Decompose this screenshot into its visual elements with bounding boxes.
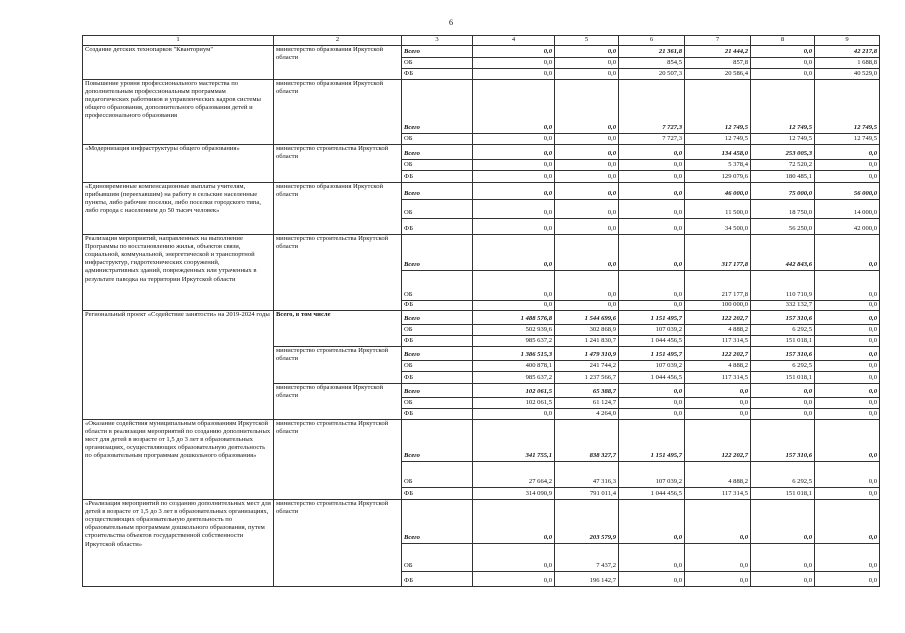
- amount-cell: 0,0: [473, 499, 555, 543]
- amount-cell: 0,0: [473, 144, 555, 159]
- amount-cell: 0,0: [815, 300, 880, 310]
- amount-cell: 122 202,7: [685, 310, 751, 324]
- amount-cell: 0,0: [685, 571, 751, 586]
- amount-cell: 854,5: [619, 57, 685, 68]
- responsible-executor: министерство образования Иркутской области: [274, 79, 402, 144]
- amount-cell: 0,0: [751, 499, 815, 543]
- amount-cell: 157 310,6: [751, 419, 815, 461]
- amount-cell: 0,0: [473, 79, 555, 133]
- amount-cell: 7 437,2: [555, 543, 619, 571]
- amount-cell: 0,0: [619, 182, 685, 199]
- activity-name: «Реализация мероприятий по созданию дополнительных мест для детей в возрасте от 1,5 до 3 лет в образовательных организациях, осуществляющих образовательную деятельность по образовательным программам дошкольного образования, путем строительства объектов государственной собственности Иркутской области»: [83, 499, 274, 586]
- amount-cell: 1 044 456,5: [619, 335, 685, 346]
- amount-cell: 0,0: [555, 79, 619, 133]
- amount-cell: 0,0: [619, 234, 685, 270]
- amount-cell: 4 888,2: [685, 324, 751, 335]
- amount-cell: 0,0: [815, 408, 880, 419]
- amount-cell: 11 500,0: [685, 199, 751, 218]
- table-row: [83, 310, 880, 324]
- amount-cell: 0,0: [473, 234, 555, 270]
- responsible-executor: министерство строительства Иркутской области: [274, 346, 402, 383]
- amount-cell: 7 727,3: [619, 79, 685, 133]
- table-row: [83, 419, 880, 461]
- amount-cell: 0,0: [751, 383, 815, 397]
- amount-cell: 0,0: [473, 133, 555, 144]
- amount-cell: 0,0: [619, 218, 685, 234]
- amount-cell: 157 310,6: [751, 346, 815, 360]
- amount-cell: 0,0: [473, 199, 555, 218]
- amount-cell: 0,0: [815, 419, 880, 461]
- amount-cell: 1 488 576,8: [473, 310, 555, 324]
- amount-cell: 110 710,9: [751, 270, 815, 300]
- amount-cell: 217 177,8: [685, 270, 751, 300]
- amount-cell: 0,0: [751, 408, 815, 419]
- funding-source: Всего: [402, 310, 473, 324]
- amount-cell: 0,0: [555, 159, 619, 170]
- amount-cell: 0,0: [815, 310, 880, 324]
- amount-cell: 0,0: [751, 45, 815, 57]
- amount-cell: 129 079,6: [685, 170, 751, 182]
- amount-cell: 0,0: [751, 397, 815, 408]
- amount-cell: 0,0: [815, 335, 880, 346]
- amount-cell: 0,0: [619, 270, 685, 300]
- funding-source: ОБ: [402, 397, 473, 408]
- amount-cell: 0,0: [619, 159, 685, 170]
- amount-cell: 134 458,0: [685, 144, 751, 159]
- amount-cell: 107 039,2: [619, 360, 685, 371]
- amount-cell: 117 314,5: [685, 487, 751, 499]
- funding-source: ОБ: [402, 360, 473, 371]
- funding-source: ОБ: [402, 57, 473, 68]
- amount-cell: 0,0: [555, 68, 619, 79]
- amount-cell: 1 544 699,6: [555, 310, 619, 324]
- amount-cell: 0,0: [473, 57, 555, 68]
- amount-cell: 102 061,5: [473, 383, 555, 397]
- funding-source: ФБ: [402, 371, 473, 383]
- column-header: 2: [274, 36, 402, 46]
- amount-cell: 0,0: [555, 270, 619, 300]
- funding-source: ОБ: [402, 461, 473, 487]
- amount-cell: 985 637,2: [473, 371, 555, 383]
- amount-cell: 0,0: [815, 346, 880, 360]
- amount-cell: 0,0: [619, 543, 685, 571]
- amount-cell: 1 151 495,7: [619, 310, 685, 324]
- amount-cell: 0,0: [473, 68, 555, 79]
- amount-cell: 65 388,7: [555, 383, 619, 397]
- activity-name: Реализация мероприятий, направленных на выполнение Программы по восстановлению жилья, объектов связи, социальной, коммунальной, энергетической и транспортной инфраструктур, гидротехнических сооружений, административных зданий, поврежденных или утраченных в результате паводка на территории Иркутской области: [83, 234, 274, 310]
- amount-cell: 1 151 495,7: [619, 419, 685, 461]
- amount-cell: 100 000,0: [685, 300, 751, 310]
- column-header: 7: [685, 36, 751, 46]
- funding-source: ФБ: [402, 571, 473, 586]
- amount-cell: 46 000,0: [685, 182, 751, 199]
- amount-cell: 0,0: [555, 199, 619, 218]
- amount-cell: 107 039,2: [619, 461, 685, 487]
- amount-cell: 42 217,8: [815, 45, 880, 57]
- amount-cell: 0,0: [815, 234, 880, 270]
- amount-cell: 6 292,5: [751, 360, 815, 371]
- amount-cell: 0,0: [619, 170, 685, 182]
- budget-table: [82, 35, 880, 587]
- amount-cell: 442 843,6: [751, 234, 815, 270]
- responsible-executor: министерство строительства Иркутской области: [274, 499, 402, 586]
- amount-cell: 14 000,0: [815, 199, 880, 218]
- activity-name: «Оказание содействия муниципальным образованиям Иркутской области в реализации мероприятий по созданию дополнительных мест для детей в возрасте от 1,5 до 3 лет в образовательных организациях, осуществляющих образовательную деятельность по образовательным программам дошкольного образования»: [83, 419, 274, 499]
- funding-source: Всего: [402, 79, 473, 133]
- amount-cell: 0,0: [619, 144, 685, 159]
- amount-cell: 0,0: [619, 397, 685, 408]
- amount-cell: 102 061,5: [473, 397, 555, 408]
- amount-cell: 0,0: [815, 170, 880, 182]
- amount-cell: 1 241 830,7: [555, 335, 619, 346]
- table-row: [83, 234, 880, 270]
- amount-cell: 151 018,1: [751, 371, 815, 383]
- amount-cell: 1 386 515,3: [473, 346, 555, 360]
- amount-cell: 0,0: [815, 383, 880, 397]
- funding-source: ФБ: [402, 300, 473, 310]
- activity-name: «Модернизация инфраструктуры общего образования»: [83, 144, 274, 182]
- funding-source: ОБ: [402, 543, 473, 571]
- amount-cell: 18 750,0: [751, 199, 815, 218]
- responsible-executor: министерство строительства Иркутской области: [274, 419, 402, 499]
- column-header: 4: [473, 36, 555, 46]
- amount-cell: 857,8: [685, 57, 751, 68]
- amount-cell: 0,0: [815, 499, 880, 543]
- funding-source: Всего: [402, 182, 473, 199]
- amount-cell: 12 749,5: [685, 79, 751, 133]
- amount-cell: 27 664,2: [473, 461, 555, 487]
- amount-cell: 0,0: [815, 324, 880, 335]
- activity-name: Повышение уровня профессионального мастерства по дополнительным профессиональным программам педагогических работников и управленческих кадров системы общего образования, дополнительного образования детей и профессионального образования: [83, 79, 274, 144]
- amount-cell: 985 637,2: [473, 335, 555, 346]
- amount-cell: 56 000,0: [815, 182, 880, 199]
- funding-source: ФБ: [402, 218, 473, 234]
- responsible-executor: министерство образования Иркутской области: [274, 383, 402, 419]
- funding-source: ФБ: [402, 408, 473, 419]
- funding-source: ФБ: [402, 335, 473, 346]
- amount-cell: 0,0: [751, 571, 815, 586]
- responsible-executor: Всего, в том числе: [274, 310, 402, 346]
- funding-source: Всего: [402, 383, 473, 397]
- amount-cell: 314 090,9: [473, 487, 555, 499]
- amount-cell: 502 939,6: [473, 324, 555, 335]
- amount-cell: 0,0: [555, 182, 619, 199]
- amount-cell: 6 292,5: [751, 461, 815, 487]
- amount-cell: 0,0: [815, 371, 880, 383]
- amount-cell: 0,0: [473, 182, 555, 199]
- amount-cell: 4 888,2: [685, 360, 751, 371]
- column-header: 1: [83, 36, 274, 46]
- amount-cell: 332 132,7: [751, 300, 815, 310]
- table-row: [83, 79, 880, 133]
- activity-name: Создание детских технопарков "Кванториум": [83, 45, 274, 79]
- table-row: [83, 45, 880, 57]
- amount-cell: 400 878,1: [473, 360, 555, 371]
- amount-cell: 317 177,8: [685, 234, 751, 270]
- responsible-executor: министерство образования Иркутской области: [274, 182, 402, 234]
- amount-cell: 196 142,7: [555, 571, 619, 586]
- amount-cell: 151 018,1: [751, 335, 815, 346]
- funding-source: ОБ: [402, 199, 473, 218]
- amount-cell: 40 529,0: [815, 68, 880, 79]
- amount-cell: 0,0: [815, 360, 880, 371]
- amount-cell: 0,0: [685, 499, 751, 543]
- amount-cell: 0,0: [815, 397, 880, 408]
- amount-cell: 0,0: [815, 159, 880, 170]
- activity-name: Региональный проект «Содействие занятости» на 2019-2024 годы: [83, 310, 274, 419]
- amount-cell: 5 378,4: [685, 159, 751, 170]
- funding-source: ОБ: [402, 133, 473, 144]
- amount-cell: 241 744,2: [555, 360, 619, 371]
- amount-cell: 0,0: [473, 218, 555, 234]
- amount-cell: 0,0: [685, 543, 751, 571]
- column-header: 5: [555, 36, 619, 46]
- amount-cell: 1 044 456,5: [619, 371, 685, 383]
- amount-cell: 0,0: [815, 270, 880, 300]
- amount-cell: 838 327,7: [555, 419, 619, 461]
- amount-cell: 1 688,8: [815, 57, 880, 68]
- amount-cell: 61 124,7: [555, 397, 619, 408]
- amount-cell: 0,0: [555, 133, 619, 144]
- amount-cell: 0,0: [751, 543, 815, 571]
- amount-cell: 0,0: [815, 461, 880, 487]
- amount-cell: 1 151 495,7: [619, 346, 685, 360]
- amount-cell: 0,0: [555, 57, 619, 68]
- amount-cell: 0,0: [619, 199, 685, 218]
- amount-cell: 12 749,5: [685, 133, 751, 144]
- amount-cell: 0,0: [815, 487, 880, 499]
- amount-cell: 21 444,2: [685, 45, 751, 57]
- activity-name: «Единовременные компенсационные выплаты учителям, прибывшим (переехавшим) на работу в сельские населенные пункты, либо рабочие поселки, либо поселки городского типа, либо города с населением до 50 тысяч человек»: [83, 182, 274, 234]
- amount-cell: 0,0: [473, 170, 555, 182]
- amount-cell: 4 888,2: [685, 461, 751, 487]
- funding-source: ОБ: [402, 159, 473, 170]
- amount-cell: 0,0: [619, 383, 685, 397]
- amount-cell: 7 727,3: [619, 133, 685, 144]
- amount-cell: 47 316,3: [555, 461, 619, 487]
- amount-cell: 122 202,7: [685, 346, 751, 360]
- responsible-executor: министерство строительства Иркутской области: [274, 144, 402, 182]
- funding-source: Всего: [402, 419, 473, 461]
- funding-source: ФБ: [402, 68, 473, 79]
- amount-cell: 117 314,5: [685, 335, 751, 346]
- amount-cell: 157 310,6: [751, 310, 815, 324]
- amount-cell: 0,0: [555, 234, 619, 270]
- amount-cell: 0,0: [815, 543, 880, 571]
- funding-source: Всего: [402, 234, 473, 270]
- funding-source: ОБ: [402, 270, 473, 300]
- amount-cell: 0,0: [473, 571, 555, 586]
- amount-cell: 203 579,9: [555, 499, 619, 543]
- column-header: 9: [815, 36, 880, 46]
- amount-cell: 12 749,5: [815, 79, 880, 133]
- table-row: [83, 144, 880, 159]
- amount-cell: 0,0: [685, 383, 751, 397]
- amount-cell: 0,0: [685, 397, 751, 408]
- header-row: [83, 36, 880, 46]
- amount-cell: 0,0: [815, 144, 880, 159]
- amount-cell: 0,0: [555, 170, 619, 182]
- amount-cell: 0,0: [555, 45, 619, 57]
- responsible-executor: министерство строительства Иркутской области: [274, 234, 402, 310]
- amount-cell: 21 361,8: [619, 45, 685, 57]
- funding-source: ФБ: [402, 170, 473, 182]
- amount-cell: 34 500,0: [685, 218, 751, 234]
- amount-cell: 1 237 566,7: [555, 371, 619, 383]
- amount-cell: 4 264,0: [555, 408, 619, 419]
- amount-cell: 107 039,2: [619, 324, 685, 335]
- amount-cell: 151 018,1: [751, 487, 815, 499]
- table-row: [83, 182, 880, 199]
- amount-cell: 0,0: [619, 300, 685, 310]
- amount-cell: 253 005,3: [751, 144, 815, 159]
- amount-cell: 56 250,0: [751, 218, 815, 234]
- amount-cell: 0,0: [473, 45, 555, 57]
- amount-cell: 12 749,5: [751, 133, 815, 144]
- funding-source: ОБ: [402, 324, 473, 335]
- amount-cell: 0,0: [619, 408, 685, 419]
- amount-cell: 0,0: [619, 571, 685, 586]
- amount-cell: 0,0: [473, 159, 555, 170]
- amount-cell: 20 507,3: [619, 68, 685, 79]
- amount-cell: 0,0: [619, 499, 685, 543]
- amount-cell: 75 000,0: [751, 182, 815, 199]
- amount-cell: 20 586,4: [685, 68, 751, 79]
- amount-cell: 72 520,2: [751, 159, 815, 170]
- funding-source: Всего: [402, 144, 473, 159]
- amount-cell: 180 485,1: [751, 170, 815, 182]
- amount-cell: 117 314,5: [685, 371, 751, 383]
- amount-cell: 0,0: [555, 218, 619, 234]
- amount-cell: 791 011,4: [555, 487, 619, 499]
- page-number: 6: [449, 18, 453, 27]
- funding-source: Всего: [402, 45, 473, 57]
- funding-source: Всего: [402, 499, 473, 543]
- column-header: 8: [751, 36, 815, 46]
- amount-cell: 0,0: [555, 144, 619, 159]
- amount-cell: 0,0: [473, 270, 555, 300]
- amount-cell: 0,0: [473, 408, 555, 419]
- amount-cell: 12 749,5: [751, 79, 815, 133]
- amount-cell: 302 868,9: [555, 324, 619, 335]
- amount-cell: 0,0: [685, 408, 751, 419]
- responsible-executor: министерство образования Иркутской области: [274, 45, 402, 79]
- column-header: 3: [402, 36, 473, 46]
- table-row: [83, 499, 880, 543]
- amount-cell: 0,0: [815, 571, 880, 586]
- amount-cell: 341 755,1: [473, 419, 555, 461]
- amount-cell: 6 292,5: [751, 324, 815, 335]
- amount-cell: 12 749,5: [815, 133, 880, 144]
- amount-cell: 0,0: [473, 543, 555, 571]
- amount-cell: 122 202,7: [685, 419, 751, 461]
- amount-cell: 0,0: [555, 300, 619, 310]
- amount-cell: 0,0: [751, 68, 815, 79]
- column-header: 6: [619, 36, 685, 46]
- amount-cell: 0,0: [473, 300, 555, 310]
- funding-source: Всего: [402, 346, 473, 360]
- amount-cell: 0,0: [751, 57, 815, 68]
- amount-cell: 1 044 456,5: [619, 487, 685, 499]
- amount-cell: 1 479 310,9: [555, 346, 619, 360]
- funding-source: ФБ: [402, 487, 473, 499]
- amount-cell: 42 000,0: [815, 218, 880, 234]
